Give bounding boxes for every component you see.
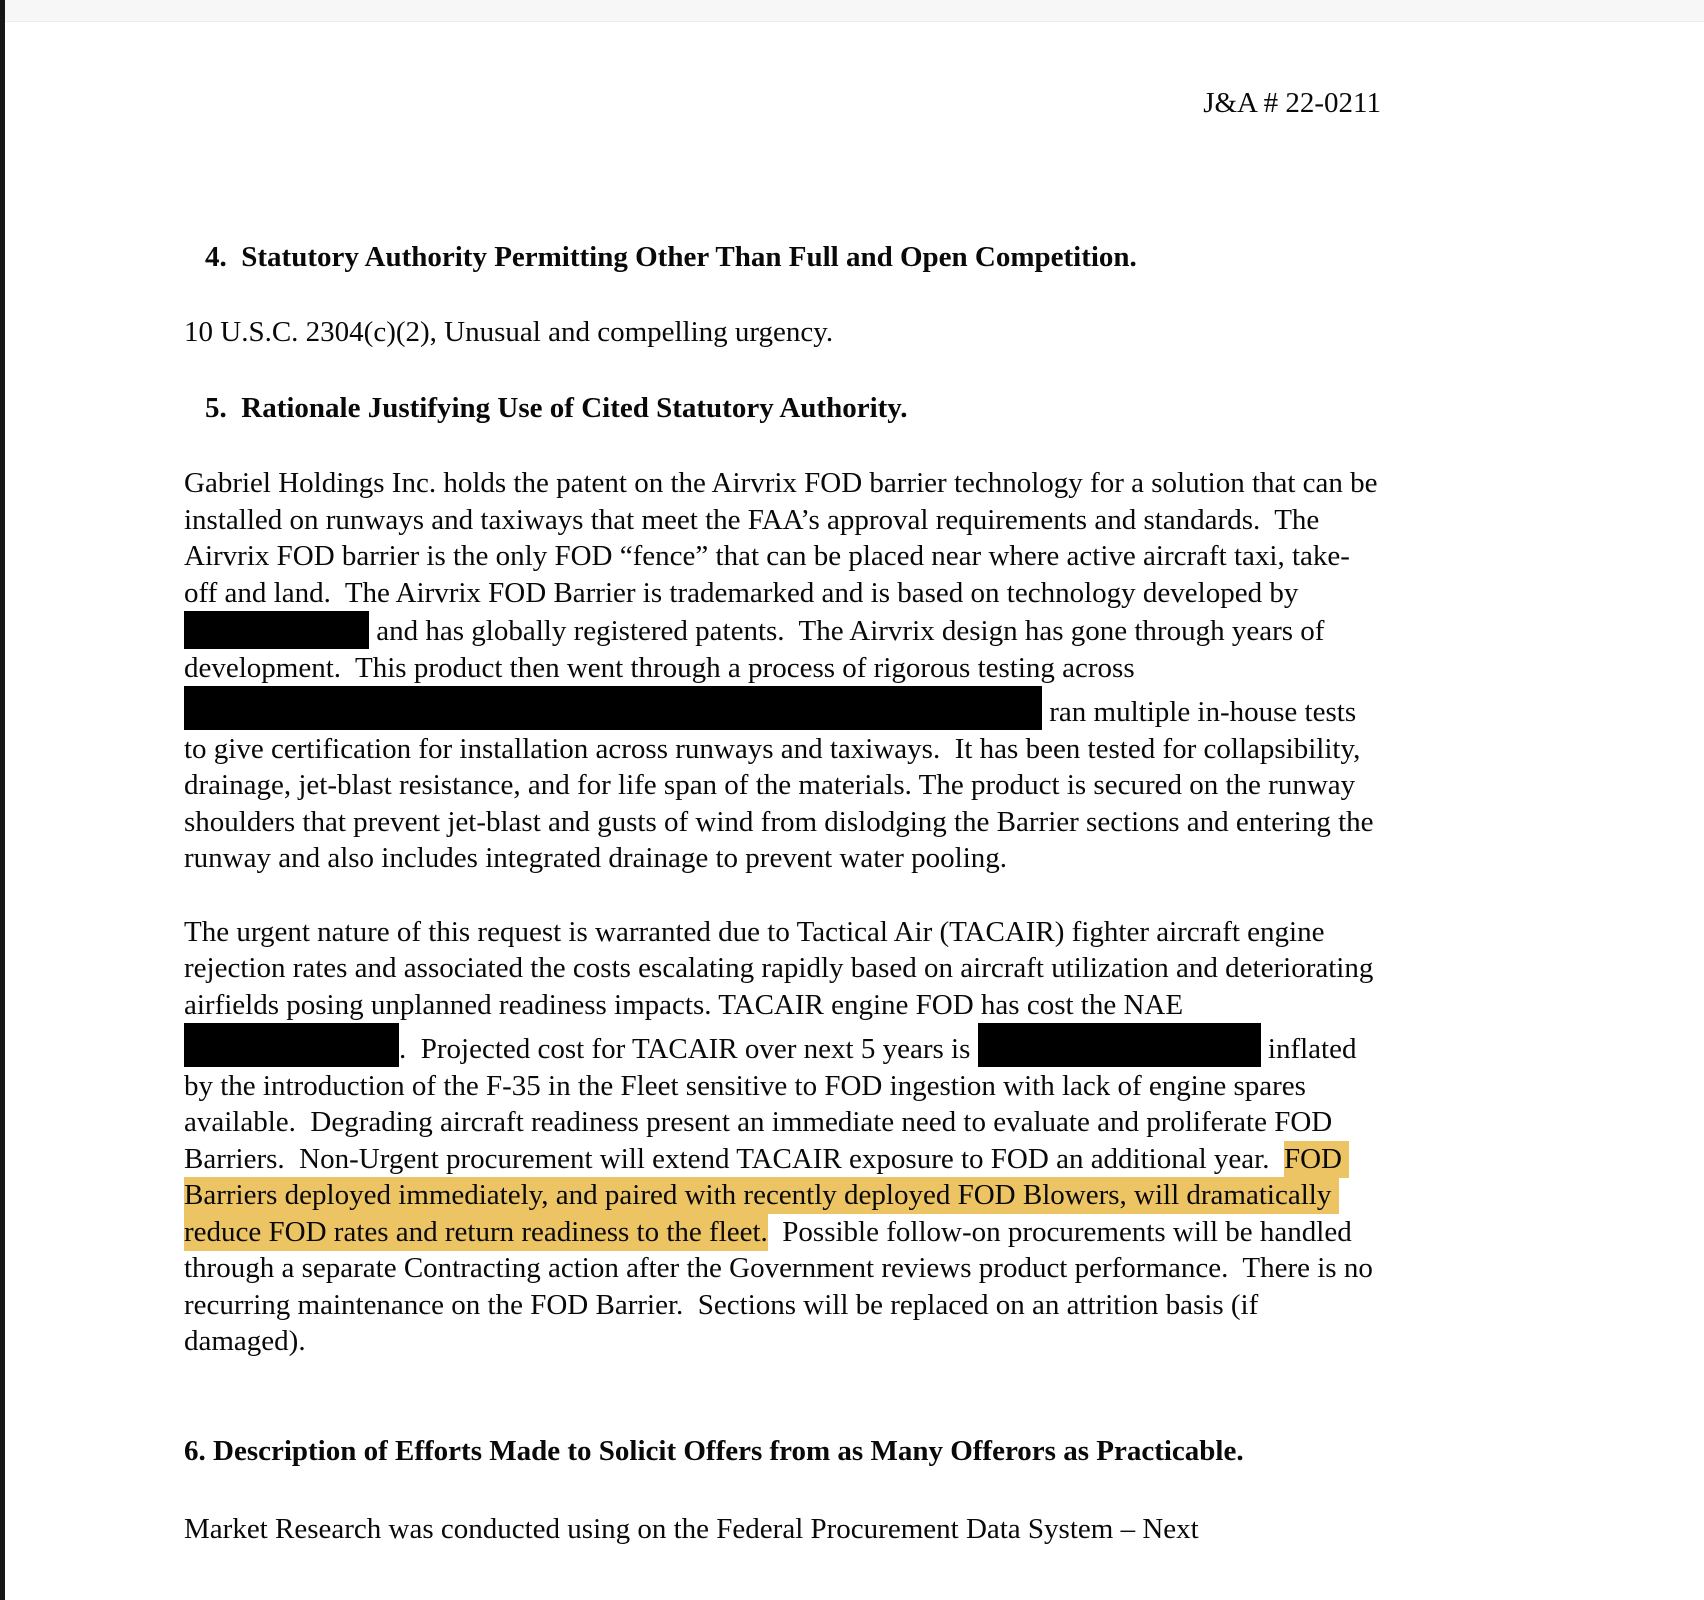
section-heading-4: 4. Statutory Authority Permitting Other Than Full and Open Competition. xyxy=(205,240,1137,273)
highlighted-text: FOD Barriers deployed immediately, and paired with recently deployed FOD Blowers, will dramatically reduce FOD rates and return readiness to the fleet. xyxy=(184,1141,1349,1251)
document-page xyxy=(184,21,1385,1548)
section-heading-6: 6. Description of Efforts Made to Solicit Offers from as Many Offerors as Practicable. xyxy=(184,1434,1244,1467)
doc-number: J&A # 22-0211 xyxy=(1203,87,1381,119)
authority-citation: 10 U.S.C. 2304(c)(2), Unusual and compelling urgency. xyxy=(184,316,834,348)
redaction-bar xyxy=(978,1023,1261,1067)
window-edge-bar xyxy=(0,0,5,1600)
redaction-bar xyxy=(184,686,1042,730)
market-research-paragraph: Market Research was conducted using on the Federal Procurement Data System – Next xyxy=(184,1513,1199,1545)
rationale-paragraph-2: The urgent nature of this request is warranted due to Tactical Air (TACAIR) fighter aircraft engine rejection rates and associated the costs escalating rapidly based on aircraft utilization and deteriorating airfields posing unplanned readiness impacts. TACAIR engine FOD has cost the NAE . Projected cost for TACAIR over next 5 years is inflated by the introduction of the F-35 in the Fleet sensitive to FOD ingestion with lack of engine spares available. Degrading aircraft readiness present an immediate need to evaluate and proliferate FOD Barriers. Non-Urgent procurement will extend TACAIR exposure to FOD an additional year. FOD Barriers deployed immediately, and paired with recently deployed FOD Blowers, will dramatically reduce FOD rates and return readiness to the fleet. Possible follow-on procurements will be handled through a separate Contracting action after the Government reviews product performance. There is no recurring maintenance on the FOD Barrier. Sections will be replaced on an attrition basis (if damaged). xyxy=(184,915,1381,1357)
rationale-paragraph-1: Gabriel Holdings Inc. holds the patent on the Airvrix FOD barrier technology for a solution that can be installed on runways and taxiways that meet the FAA’s approval requirements and standards. The Airvrix FOD barrier is the only FOD “fence” that can be placed near where active aircraft taxi, take-off and land. The Airvrix FOD Barrier is trademarked and is based on technology developed by and has globally registered patents. The Airvrix design has gone through years of development. This product then went through a process of rigorous testing across ran multiple in-house tests to give certification for installation across runways and taxiways. It has been tested for collapsibility, drainage, jet-blast resistance, and for life span of the materials. The product is secured on the runway shoulders that prevent jet-blast and gusts of wind from dislodging the Barrier sections and entering the runway and also includes integrated drainage to prevent water pooling. xyxy=(184,467,1385,874)
redaction-bar xyxy=(184,1023,399,1067)
viewer-chrome-strip xyxy=(0,0,1704,22)
section-heading-5: 5. Rationale Justifying Use of Cited Statutory Authority. xyxy=(205,391,908,424)
redaction-bar xyxy=(184,611,369,649)
